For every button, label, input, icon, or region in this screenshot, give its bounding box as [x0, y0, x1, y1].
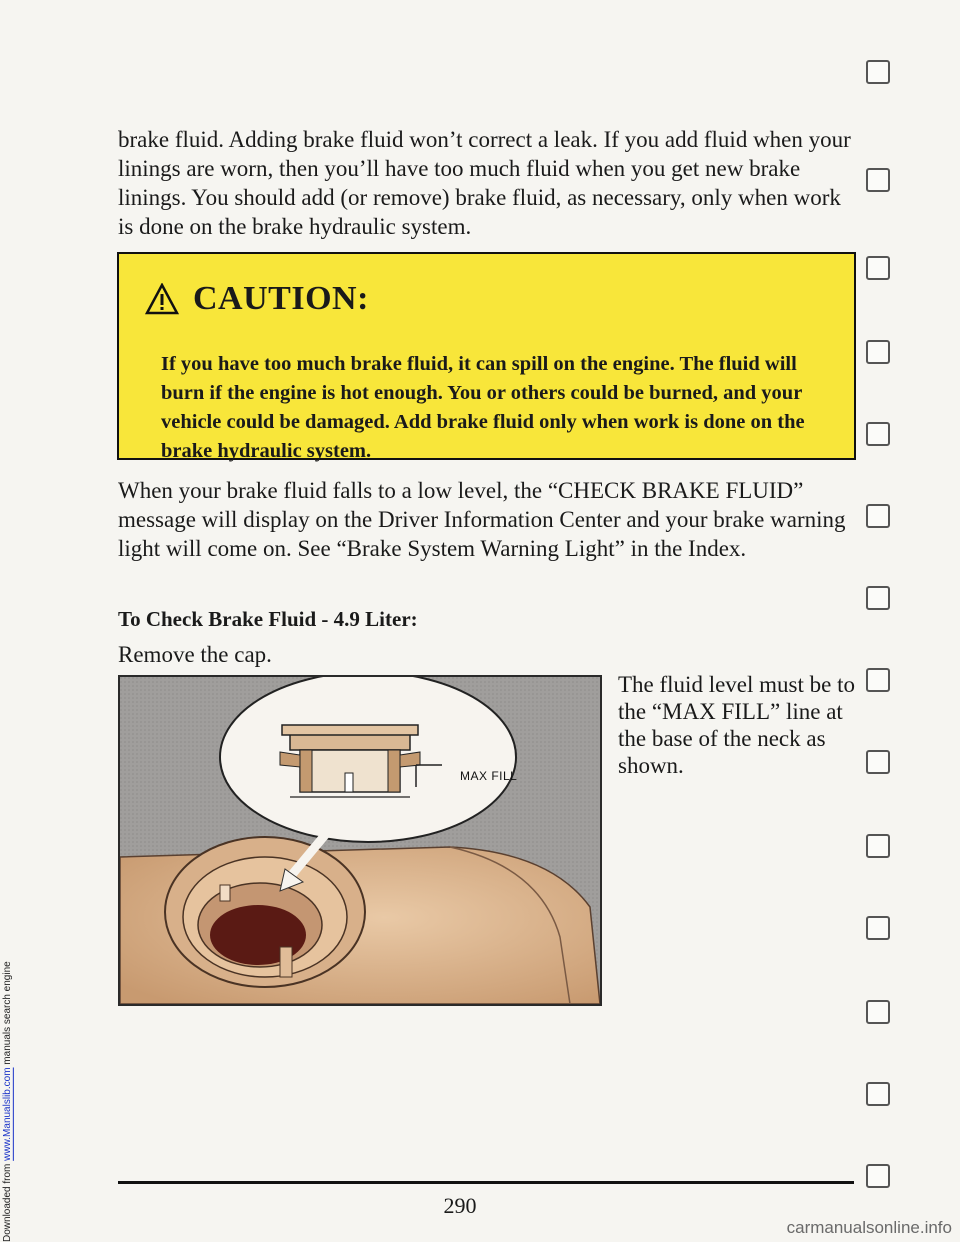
warning-triangle-icon [145, 283, 179, 315]
fluid-level-note: The fluid level must be to the “MAX FILL” line at the base of the neck as shown. [618, 672, 855, 778]
caution-text: If you have too much brake fluid, it can spill on the engine. The fluid will burn if the engine is hot enough. You or others could be burned, and your vehicle could be damaged. Add brake fluid only when work is done on the brake hydraulic system. [161, 353, 805, 462]
page-tab-marker [866, 422, 890, 446]
page-tab-marker [866, 1164, 890, 1188]
caution-box [117, 252, 856, 460]
page-tab-marker [866, 1000, 890, 1024]
page-tab-marker [866, 750, 890, 774]
page-tab-marker [866, 668, 890, 692]
reservoir-drawing [120, 677, 600, 1004]
page-tab-marker [866, 168, 890, 192]
caution-header [145, 280, 369, 318]
reservoir-illustration [118, 675, 602, 1006]
intro-paragraph: brake fluid. Adding brake fluid won’t correct a leak. If you add fluid when your linings are worn, then you’ll have too much fluid when you get new brake linings. You should add (or remove) brake fluid, as necessary, only when work is done on the brake hydraulic system. [118, 127, 851, 239]
manualslib-link[interactable]: www.Manualslib.com [2, 1067, 13, 1161]
page-tab-marker [866, 60, 890, 84]
page-tab-marker [866, 340, 890, 364]
banner-prefix: Downloaded from [2, 1160, 13, 1242]
site-watermark: carmanualsonline.info [786, 1218, 952, 1237]
page-number: 290 [443, 1193, 477, 1218]
page-tab-marker [866, 586, 890, 610]
remove-cap-instruction: Remove the cap. [118, 642, 272, 667]
page-tab-marker [866, 916, 890, 940]
page-tab-marker [866, 256, 890, 280]
footer-rule [118, 1181, 854, 1184]
low-level-paragraph: When your brake fluid falls to a low level, the “CHECK BRAKE FLUID” message will display on the Driver Information Center and your brake warning light will come on. See “Brake System Warning Light” in the Index. [118, 478, 846, 561]
banner-suffix: manuals search engine [2, 961, 13, 1068]
max-fill-label: MAX FILL [460, 769, 518, 783]
page-tab-marker [866, 834, 890, 858]
page-tab-marker [866, 504, 890, 528]
page-tab-marker [866, 1082, 890, 1106]
section-subheading: To Check Brake Fluid - 4.9 Liter: [118, 607, 418, 631]
download-banner [2, 0, 14, 1242]
caution-title: CAUTION: [193, 280, 369, 317]
